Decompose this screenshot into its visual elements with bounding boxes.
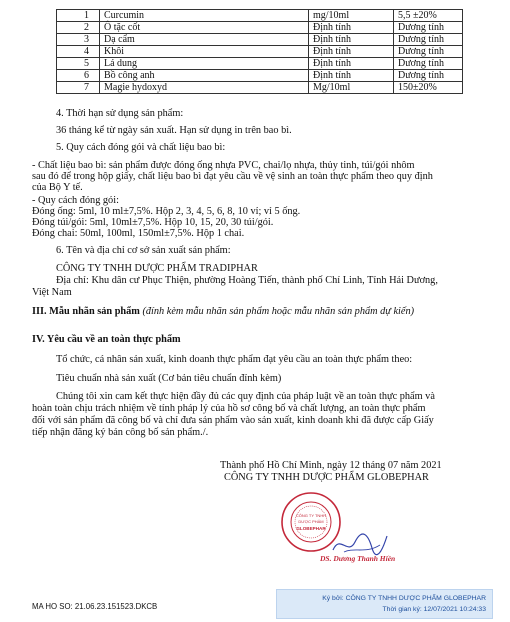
- table-row: [57, 10, 463, 22]
- unit: mg/10ml: [309, 10, 394, 22]
- svg-text:DƯỢC PHẨM: DƯỢC PHẨM: [298, 519, 324, 524]
- commitment-line: tiếp nhận đăng ký bản công bố sản phẩm./.: [32, 427, 209, 438]
- packaging-line: Đóng ống: 5ml, 10 ml±7,5%. Hộp 2, 3, 4, 5, 6, 8, 10 vỉ; vỉ 5 ống.: [32, 206, 301, 217]
- content-value: Dương tính: [394, 34, 463, 46]
- table-row: [57, 46, 463, 58]
- row-number: 5: [57, 58, 100, 70]
- manufacturer-heading: 6. Tên và địa chỉ cơ sở sản xuất sản phẩm:: [56, 245, 231, 256]
- unit: Định tính: [309, 22, 394, 34]
- svg-text:GLOBEPHAR: GLOBEPHAR: [296, 526, 326, 531]
- commitment-line: đối với sản phẩm đã công bố và chỉ đưa sản phẩm vào sản xuất, kinh doanh khi đã được cấp Giấy: [32, 415, 434, 426]
- packaging-heading: 5. Quy cách đóng gói và chất liệu bao bì:: [56, 142, 226, 153]
- label-section-title: [32, 306, 414, 318]
- section-3-note: (đính kèm mẫu nhãn sản phẩm hoặc mẫu nhãn sản phẩm dự kiến): [142, 306, 415, 317]
- commitment-line: Chúng tôi xin cam kết thực hiện đầy đủ các quy định của pháp luật về an toàn thực phẩm và: [56, 391, 435, 402]
- ingredient-name: Curcumin: [100, 10, 309, 22]
- content-value: Dương tính: [394, 22, 463, 34]
- row-number: 4: [57, 46, 100, 58]
- dossier-number: MA HO SO: 21.06.23.151523.DKCB: [32, 602, 158, 611]
- signed-time: Thời gian ký: 12/07/2021 10:24:33: [382, 606, 486, 613]
- row-number: 2: [57, 22, 100, 34]
- digital-signature-box: [276, 589, 493, 619]
- packaging-line: - Quy cách đóng gói:: [32, 195, 119, 206]
- table-row: [57, 34, 463, 46]
- row-number: 3: [57, 34, 100, 46]
- safety-requirement: Tổ chức, cá nhân sản xuất, kinh doanh thực phẩm đạt yêu cầu an toàn thực phẩm theo:: [56, 354, 413, 365]
- unit: Định tính: [309, 70, 394, 82]
- row-number: 1: [57, 10, 100, 22]
- signed-by: Ký bởi: CÔNG TY TNHH DƯỢC PHẨM GLOBEPHAR: [322, 595, 486, 602]
- svg-text:CÔNG TY TNHH: CÔNG TY TNHH: [295, 513, 327, 518]
- shelf-life-text: 36 tháng kể từ ngày sản xuất. Hạn sử dụng in trên bao bì.: [56, 125, 292, 136]
- content-value: Dương tính: [394, 58, 463, 70]
- ingredient-name: Bồ công anh: [100, 70, 309, 82]
- ingredients-table: [56, 9, 463, 94]
- signer-name: DS. Dương Thanh Hiền: [320, 554, 396, 563]
- manufacturer-address: Địa chỉ: Khu dân cư Phục Thiện, phường Hoàng Tiến, thành phố Chí Linh, Tỉnh Hải Dương,: [56, 275, 438, 286]
- packaging-line: Đóng túi/gói: 5ml, 10ml±7,5%. Hộp 10, 15, 20, 30 túi/gói.: [32, 217, 274, 228]
- safety-standard: Tiêu chuẩn nhà sản xuất (Cơ bản tiêu chuẩn đính kèm): [56, 373, 282, 384]
- ingredient-name: Dạ cẩm: [100, 34, 309, 46]
- packaging-line: Đóng chai: 50ml, 100ml, 150ml±7,5%. Hộp 1 chai.: [32, 228, 245, 239]
- ingredient-name: Lá dung: [100, 58, 309, 70]
- section-3-title: III. Mẫu nhãn sản phẩm: [32, 306, 140, 317]
- section-4-title: IV. Yêu cầu về an toàn thực phẩm: [32, 334, 181, 345]
- unit: Mg/10ml: [309, 82, 394, 94]
- content-value: 5,5 ±20%: [394, 10, 463, 22]
- table-row: [57, 58, 463, 70]
- shelf-life-heading: 4. Thời hạn sử dụng sản phẩm:: [56, 108, 184, 119]
- unit: Định tính: [309, 46, 394, 58]
- packaging-line: của Bộ Y tế.: [32, 182, 83, 193]
- ingredient-name: Magie hydoxyd: [100, 82, 309, 94]
- unit: Định tính: [309, 34, 394, 46]
- content-value: Dương tính: [394, 46, 463, 58]
- row-number: 7: [57, 82, 100, 94]
- content-value: Dương tính: [394, 70, 463, 82]
- table-row: [57, 22, 463, 34]
- unit: Định tính: [309, 58, 394, 70]
- packaging-line: sau đó để trong hộp giấy, chất liệu bao bì đạt yêu cầu về vệ sinh an toàn thực phẩm theo quy định: [32, 171, 433, 182]
- row-number: 6: [57, 70, 100, 82]
- content-value: 150±20%: [394, 82, 463, 94]
- packaging-line: - Chất liệu bao bì: sản phẩm được đóng ống nhựa PVC, chai/lọ nhựa, thủy tinh, túi/gói nhôm: [32, 160, 415, 171]
- signing-date: Thành phố Hồ Chí Minh, ngày 12 tháng 07 năm 2021: [220, 460, 442, 471]
- table-row: [57, 70, 463, 82]
- manufacturer-address: Việt Nam: [32, 287, 72, 298]
- manufacturer-name: CÔNG TY TNHH DƯỢC PHẨM TRADIPHAR: [56, 263, 258, 274]
- signing-company: CÔNG TY TNHH DƯỢC PHẨM GLOBEPHAR: [224, 472, 429, 483]
- table-row: [57, 82, 463, 94]
- ingredient-name: Ô tặc cốt: [100, 22, 309, 34]
- ingredient-name: Khôi: [100, 46, 309, 58]
- commitment-line: hoàn toàn chịu trách nhiệm về tính pháp lý của hồ sơ công bố và chất lượng, an toàn thực phẩm: [32, 403, 426, 414]
